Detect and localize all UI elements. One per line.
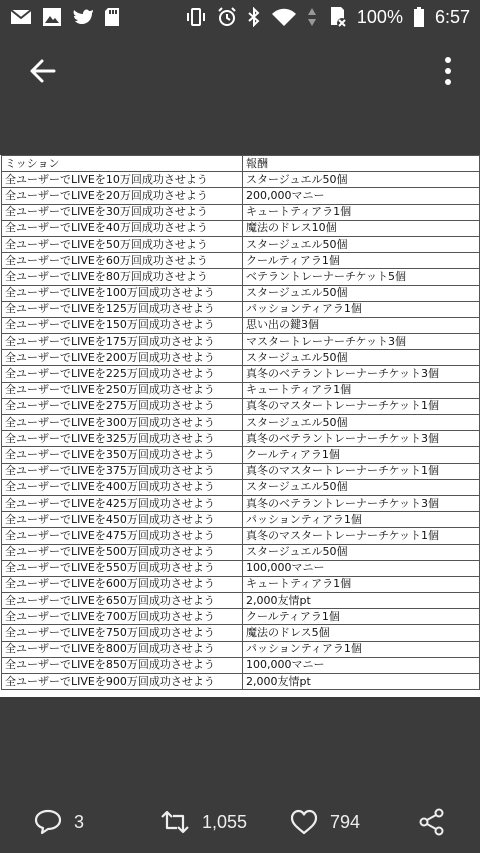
share-button[interactable]	[418, 808, 446, 836]
mission-cell: 全ユーザーでLIVEを850万回成功させよう	[2, 657, 243, 673]
reward-cell: パッションティアラ1個	[243, 512, 480, 528]
status-bar-right	[185, 6, 470, 28]
table-row	[2, 512, 480, 528]
alarm-icon	[217, 7, 237, 27]
header-reward: 報酬	[243, 156, 480, 172]
table-row	[2, 593, 480, 609]
table-row	[2, 334, 480, 350]
mission-cell: 全ユーザーでLIVEを175万回成功させよう	[2, 334, 243, 350]
reply-count: 3	[74, 811, 85, 832]
mission-cell: 全ユーザーでLIVEを500万回成功させよう	[2, 544, 243, 560]
mission-cell: 全ユーザーでLIVEを325万回成功させよう	[2, 431, 243, 447]
reward-cell: 真冬のマスタートレーナーチケット1個	[243, 528, 480, 544]
table-row	[2, 528, 480, 544]
mission-cell: 全ユーザーでLIVEを450万回成功させよう	[2, 512, 243, 528]
tweet-action-bar	[0, 800, 480, 844]
reward-cell: 真冬のマスタートレーナーチケット1個	[243, 398, 480, 414]
reward-cell: スタージュエル50個	[243, 236, 480, 252]
reward-cell: 魔法のドレス5個	[243, 625, 480, 641]
table-row	[2, 447, 480, 463]
bluetooth-icon	[247, 7, 261, 27]
mission-cell: 全ユーザーでLIVEを150万回成功させよう	[2, 317, 243, 333]
mission-cell: 全ユーザーでLIVEを400万回成功させよう	[2, 479, 243, 495]
reward-cell: パッションティアラ1個	[243, 641, 480, 657]
mission-cell: 全ユーザーでLIVEを425万回成功させよう	[2, 495, 243, 511]
mission-cell: 全ユーザーでLIVEを750万回成功させよう	[2, 625, 243, 641]
reward-cell: クールティアラ1個	[243, 253, 480, 269]
table-row	[2, 544, 480, 560]
mission-cell: 全ユーザーでLIVEを350万回成功させよう	[2, 447, 243, 463]
reward-cell: 思い出の鍵3個	[243, 317, 480, 333]
reward-cell: 100,000マニー	[243, 560, 480, 576]
retweet-button[interactable]	[160, 809, 247, 835]
reward-cell: 真冬のベテラントレーナーチケット3個	[243, 366, 480, 382]
twitter-icon	[72, 8, 94, 26]
table-row	[2, 188, 480, 204]
reward-cell: スタージュエル50個	[243, 479, 480, 495]
table-row	[2, 236, 480, 252]
retweet-count: 1,055	[202, 811, 248, 832]
header-mission: ミッション	[2, 156, 243, 172]
table-header-row	[2, 156, 480, 172]
mission-cell: 全ユーザーでLIVEを60万回成功させよう	[2, 253, 243, 269]
table-row	[2, 269, 480, 285]
table-row	[2, 657, 480, 673]
reward-cell: 200,000マニー	[243, 188, 480, 204]
table-row	[2, 285, 480, 301]
table-row	[2, 253, 480, 269]
mission-cell: 全ユーザーでLIVEを600万回成功させよう	[2, 576, 243, 592]
sd-card-icon	[104, 7, 120, 27]
no-sim-icon	[327, 6, 347, 28]
mission-reward-table	[1, 155, 480, 690]
mission-cell: 全ユーザーでLIVEを125万回成功させよう	[2, 301, 243, 317]
more-options-button[interactable]	[438, 54, 458, 88]
clock: 6:57	[434, 6, 470, 27]
reward-cell: 2,000友情pt	[243, 593, 480, 609]
table-row	[2, 317, 480, 333]
mission-cell: 全ユーザーでLIVEを200万回成功させよう	[2, 350, 243, 366]
mission-cell: 全ユーザーでLIVEを80万回成功させよう	[2, 269, 243, 285]
reward-cell: キュートティアラ1個	[243, 204, 480, 220]
more-vertical-icon	[438, 54, 458, 88]
mission-cell: 全ユーザーでLIVEを225万回成功させよう	[2, 366, 243, 382]
table-row	[2, 625, 480, 641]
reply-icon	[34, 809, 62, 835]
reward-cell: クールティアラ1個	[243, 447, 480, 463]
table-row	[2, 609, 480, 625]
mission-cell: 全ユーザーでLIVEを40万回成功させよう	[2, 220, 243, 236]
wifi-icon	[271, 7, 297, 27]
vibrate-icon	[185, 7, 207, 27]
reward-cell: キュートティアラ1個	[243, 382, 480, 398]
table-row	[2, 576, 480, 592]
gmail-icon	[10, 8, 32, 26]
mission-cell: 全ユーザーでLIVEを50万回成功させよう	[2, 236, 243, 252]
reward-cell: スタージュエル50個	[243, 285, 480, 301]
tweet-image[interactable]	[0, 155, 480, 697]
table-row	[2, 560, 480, 576]
status-bar-left	[10, 7, 120, 27]
table-row	[2, 674, 480, 690]
mission-cell: 全ユーザーでLIVEを375万回成功させよう	[2, 463, 243, 479]
back-arrow-icon	[26, 54, 60, 88]
table-row	[2, 172, 480, 188]
mission-cell: 全ユーザーでLIVEを550万回成功させよう	[2, 560, 243, 576]
reward-cell: 100,000マニー	[243, 657, 480, 673]
reward-cell: パッションティアラ1個	[243, 301, 480, 317]
table-row	[2, 366, 480, 382]
mission-cell: 全ユーザーでLIVEを250万回成功させよう	[2, 382, 243, 398]
table-row	[2, 382, 480, 398]
back-button[interactable]	[26, 54, 60, 88]
table-row	[2, 495, 480, 511]
mission-cell: 全ユーザーでLIVEを100万回成功させよう	[2, 285, 243, 301]
table-row	[2, 431, 480, 447]
reward-cell: クールティアラ1個	[243, 609, 480, 625]
heart-icon	[290, 809, 318, 835]
table-row	[2, 415, 480, 431]
reward-cell: 魔法のドレス10個	[243, 220, 480, 236]
retweet-icon	[160, 809, 190, 835]
mission-cell: 全ユーザーでLIVEを700万回成功させよう	[2, 609, 243, 625]
table-row	[2, 301, 480, 317]
battery-percent: 100%	[356, 6, 403, 27]
mission-cell: 全ユーザーでLIVEを300万回成功させよう	[2, 415, 243, 431]
table-row	[2, 204, 480, 220]
mission-cell: 全ユーザーでLIVEを10万回成功させよう	[2, 172, 243, 188]
table-row	[2, 641, 480, 657]
mission-cell: 全ユーザーでLIVEを20万回成功させよう	[2, 188, 243, 204]
like-button[interactable]	[290, 809, 360, 835]
table-row	[2, 463, 480, 479]
reply-button[interactable]	[34, 809, 84, 835]
reward-cell: マスタートレーナーチケット3個	[243, 334, 480, 350]
table-row	[2, 350, 480, 366]
reward-cell: 真冬のベテラントレーナーチケット3個	[243, 495, 480, 511]
mission-cell: 全ユーザーでLIVEを275万回成功させよう	[2, 398, 243, 414]
table-row	[2, 220, 480, 236]
mission-cell: 全ユーザーでLIVEを900万回成功させよう	[2, 674, 243, 690]
mission-cell: 全ユーザーでLIVEを30万回成功させよう	[2, 204, 243, 220]
reward-cell: 2,000友情pt	[243, 674, 480, 690]
share-icon	[418, 808, 446, 836]
table-body	[2, 172, 480, 690]
reward-cell: スタージュエル50個	[243, 172, 480, 188]
reward-cell: ベテラントレーナーチケット5個	[243, 269, 480, 285]
table-row	[2, 479, 480, 495]
toolbar	[0, 44, 480, 96]
like-count: 794	[330, 811, 361, 832]
table-row	[2, 398, 480, 414]
data-arrows-icon	[307, 7, 317, 27]
status-bar	[0, 0, 480, 34]
reward-cell: スタージュエル50個	[243, 544, 480, 560]
image-icon	[42, 7, 62, 27]
reward-cell: スタージュエル50個	[243, 350, 480, 366]
battery-icon	[413, 7, 425, 27]
reward-cell: キュートティアラ1個	[243, 576, 480, 592]
mission-cell: 全ユーザーでLIVEを475万回成功させよう	[2, 528, 243, 544]
reward-cell: 真冬のベテラントレーナーチケット3個	[243, 431, 480, 447]
mission-cell: 全ユーザーでLIVEを650万回成功させよう	[2, 593, 243, 609]
reward-cell: 真冬のマスタートレーナーチケット1個	[243, 463, 480, 479]
mission-cell: 全ユーザーでLIVEを800万回成功させよう	[2, 641, 243, 657]
reward-cell: スタージュエル50個	[243, 415, 480, 431]
